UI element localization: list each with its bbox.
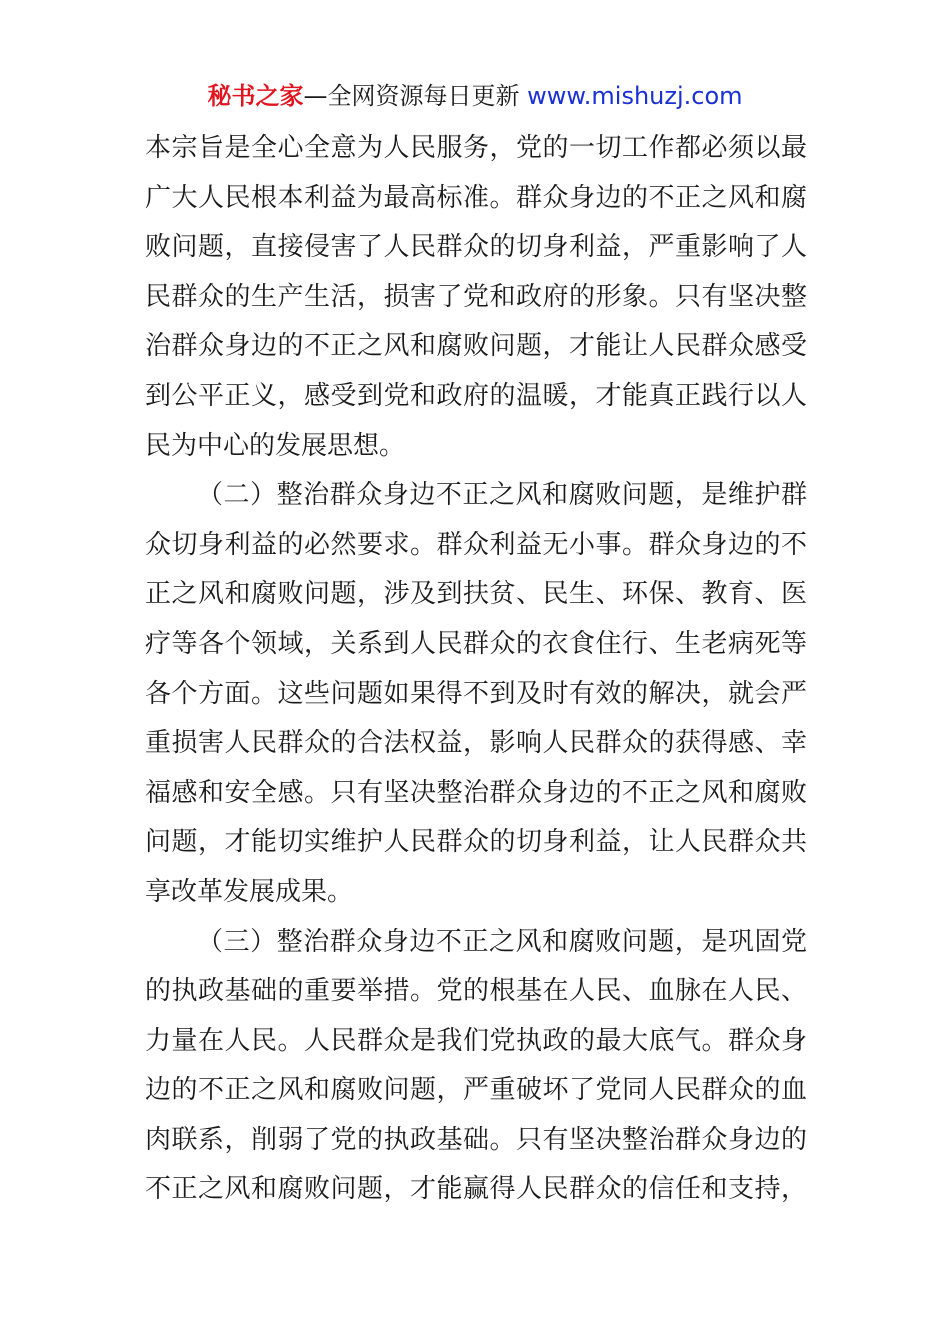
text-line: 本宗旨是全心全意为人民服务，党的一切工作都必须以最 [145,133,807,163]
text-line: 到公平正义，感受到党和政府的温暖，才能真正践行以人 [145,380,807,411]
text-line: 民为中心的发展思想。 [145,430,406,461]
section-heading-line: （二）整治群众身边不正之风和腐败问题，是维护群 [197,480,807,511]
text-line: 的执政基础的重要举措。党的根基在人民、血脉在人民、 [145,976,807,1007]
text-line: 肉联系，削弱了党的执政基础。只有坚决整治群众身边的 [145,1124,807,1155]
brand-name: 秘书之家 [207,82,304,110]
text-line: 享改革发展成果。 [145,876,354,907]
text-line: 治群众身边的不正之风和腐败问题，才能让人民群众感受 [145,331,807,362]
document-body [145,124,807,1215]
page-header [0,80,950,112]
text-line: 疗等各个领域，关系到人民群众的衣食住行、生老病死等 [145,628,807,659]
text-line: 各个方面。这些问题如果得不到及时有效的解决，就会严 [145,678,807,709]
header-tagline: —全网资源每日更新 [303,82,520,110]
text-line: 福感和安全感。只有坚决整治群众身边的不正之风和腐败 [145,777,807,808]
text-line: 败问题，直接侵害了人民群众的切身利益，严重影响了人 [145,232,807,263]
text-line: 力量在人民。人民群众是我们党执政的最大底气。群众身 [145,1025,807,1056]
text-line: 重损害人民群众的合法权益，影响人民群众的获得感、幸 [145,728,807,759]
text-line: 正之风和腐败问题，涉及到扶贫、民生、环保、教育、医 [145,579,807,610]
site-url-link[interactable]: www.mishuzj.com [527,82,743,110]
section-heading-line: （三）整治群众身边不正之风和腐败问题，是巩固党 [197,926,807,957]
text-line: 不正之风和腐败问题，才能赢得人民群众的信任和支持， [145,1174,807,1205]
text-line: 众切身利益的必然要求。群众利益无小事。群众身边的不 [145,529,807,560]
text-line: 广大人民根本利益为最高标准。群众身边的不正之风和腐 [145,182,807,213]
text-line: 民群众的生产生活，损害了党和政府的形象。只有坚决整 [145,281,807,312]
text-line: 问题，才能切实维护人民群众的切身利益，让人民群众共 [145,827,807,858]
text-line: 边的不正之风和腐败问题，严重破坏了党同人民群众的血 [145,1075,807,1106]
